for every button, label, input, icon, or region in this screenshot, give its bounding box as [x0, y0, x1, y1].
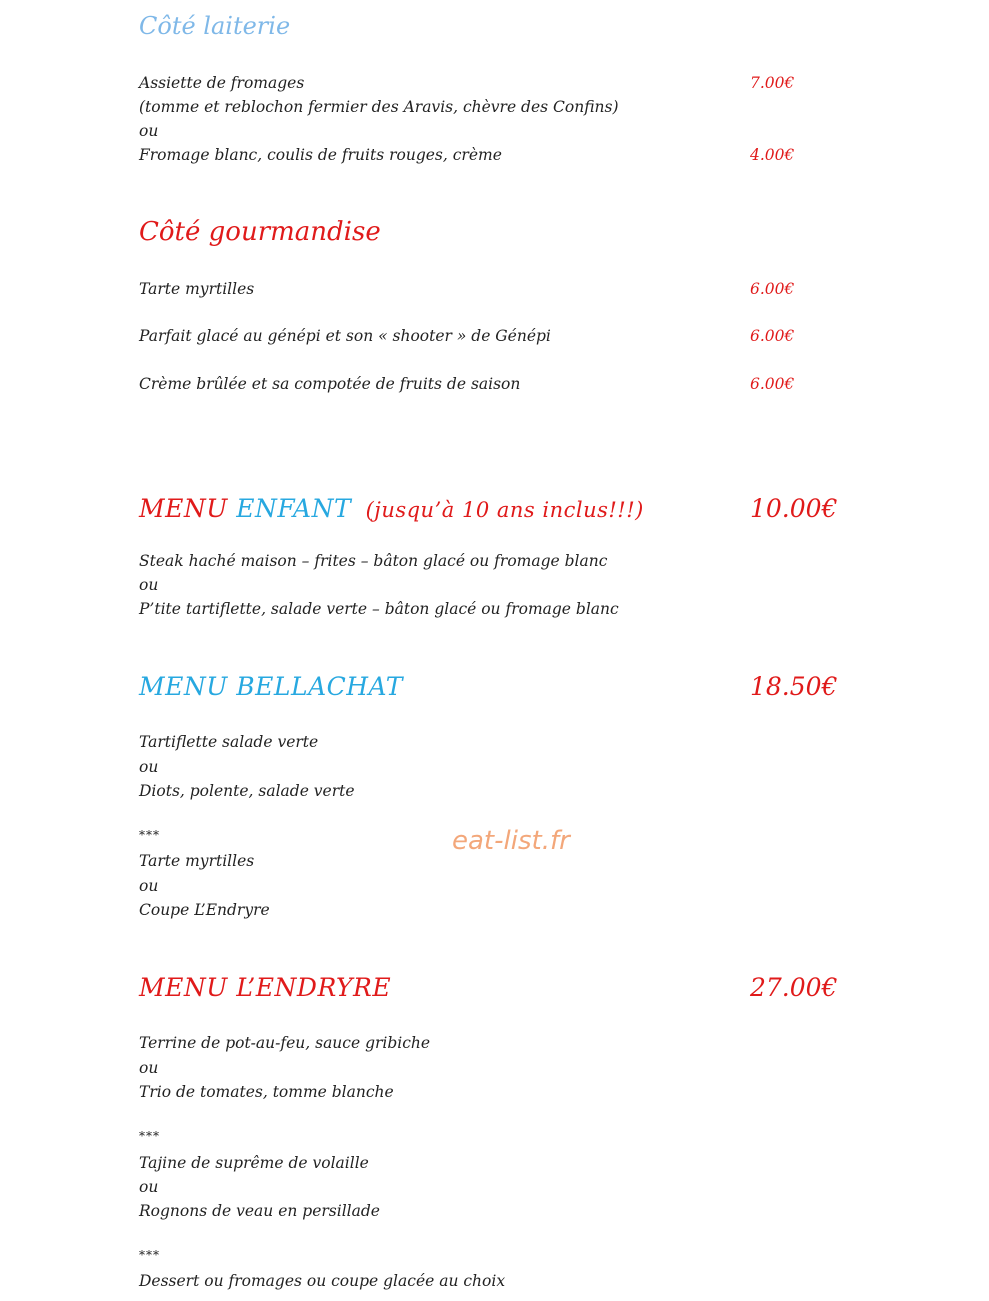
price-fromage-blanc: 4.00€	[750, 146, 795, 164]
menu-item-tarte-myrtilles: Tarte myrtilles	[139, 280, 255, 298]
menu-line: Dessert ou fromages ou coupe glacée au choix	[139, 1272, 506, 1290]
menu-title-bellachat: MENU BELLACHAT	[139, 672, 403, 701]
or-text: ou	[139, 1178, 159, 1196]
menu-title-word-enfant: ENFANT	[236, 494, 352, 523]
section-title-laiterie: Côté laiterie	[139, 12, 291, 40]
menu-title-age-note: (jusqu’à 10 ans inclus!!!)	[365, 498, 644, 522]
menu-title-word-menu: MENU	[139, 494, 237, 523]
menu-item-detail: (tomme et reblochon fermier des Aravis, chèvre des Confins)	[139, 98, 619, 116]
menu-line: Diots, polente, salade verte	[139, 782, 355, 800]
or-text: ou	[139, 758, 159, 776]
separator: ***	[139, 1248, 160, 1262]
or-text: ou	[139, 877, 159, 895]
menu-item-assiette-fromages: Assiette de fromages	[139, 74, 305, 92]
menu-line: P’tite tartiflette, salade verte – bâton glacé ou fromage blanc	[139, 600, 619, 618]
menu-line: Trio de tomates, tomme blanche	[139, 1083, 394, 1101]
price-parfait-glace: 6.00€	[750, 327, 795, 345]
price-menu-endryre: 27.00€	[750, 973, 838, 1002]
price-menu-bellachat: 18.50€	[750, 672, 838, 701]
price-creme-brulee: 6.00€	[750, 375, 795, 393]
separator: ***	[139, 1129, 160, 1143]
menu-line: Rognons de veau en persillade	[139, 1202, 380, 1220]
separator: ***	[139, 828, 160, 842]
menu-item-creme-brulee: Crème brûlée et sa compotée de fruits de saison	[139, 375, 521, 393]
or-text: ou	[139, 576, 159, 594]
menu-title-endryre: MENU L’ENDRYRE	[139, 973, 392, 1002]
menu-line: Tartiflette salade verte	[139, 733, 319, 751]
price-menu-enfant: 10.00€	[750, 494, 838, 523]
menu-item-fromage-blanc: Fromage blanc, coulis de fruits rouges, crème	[139, 146, 502, 164]
or-text: ou	[139, 1059, 159, 1077]
menu-line: Tajine de suprême de volaille	[139, 1154, 369, 1172]
or-text: ou	[139, 122, 159, 140]
menu-line: Coupe L’Endryre	[139, 901, 270, 919]
menu-line: Terrine de pot-au-feu, sauce gribiche	[139, 1034, 431, 1052]
menu-line: Steak haché maison – frites – bâton glacé ou fromage blanc	[139, 552, 608, 570]
menu-item-parfait-glace: Parfait glacé au génépi et son « shooter » de Génépi	[139, 327, 551, 345]
menu-title-enfant	[139, 494, 644, 523]
watermark: eat-list.fr	[452, 826, 570, 856]
price-tarte-myrtilles: 6.00€	[750, 280, 795, 298]
menu-line: Tarte myrtilles	[139, 852, 255, 870]
section-title-gourmandise: Côté gourmandise	[139, 217, 381, 247]
price-assiette-fromages: 7.00€	[750, 74, 795, 92]
